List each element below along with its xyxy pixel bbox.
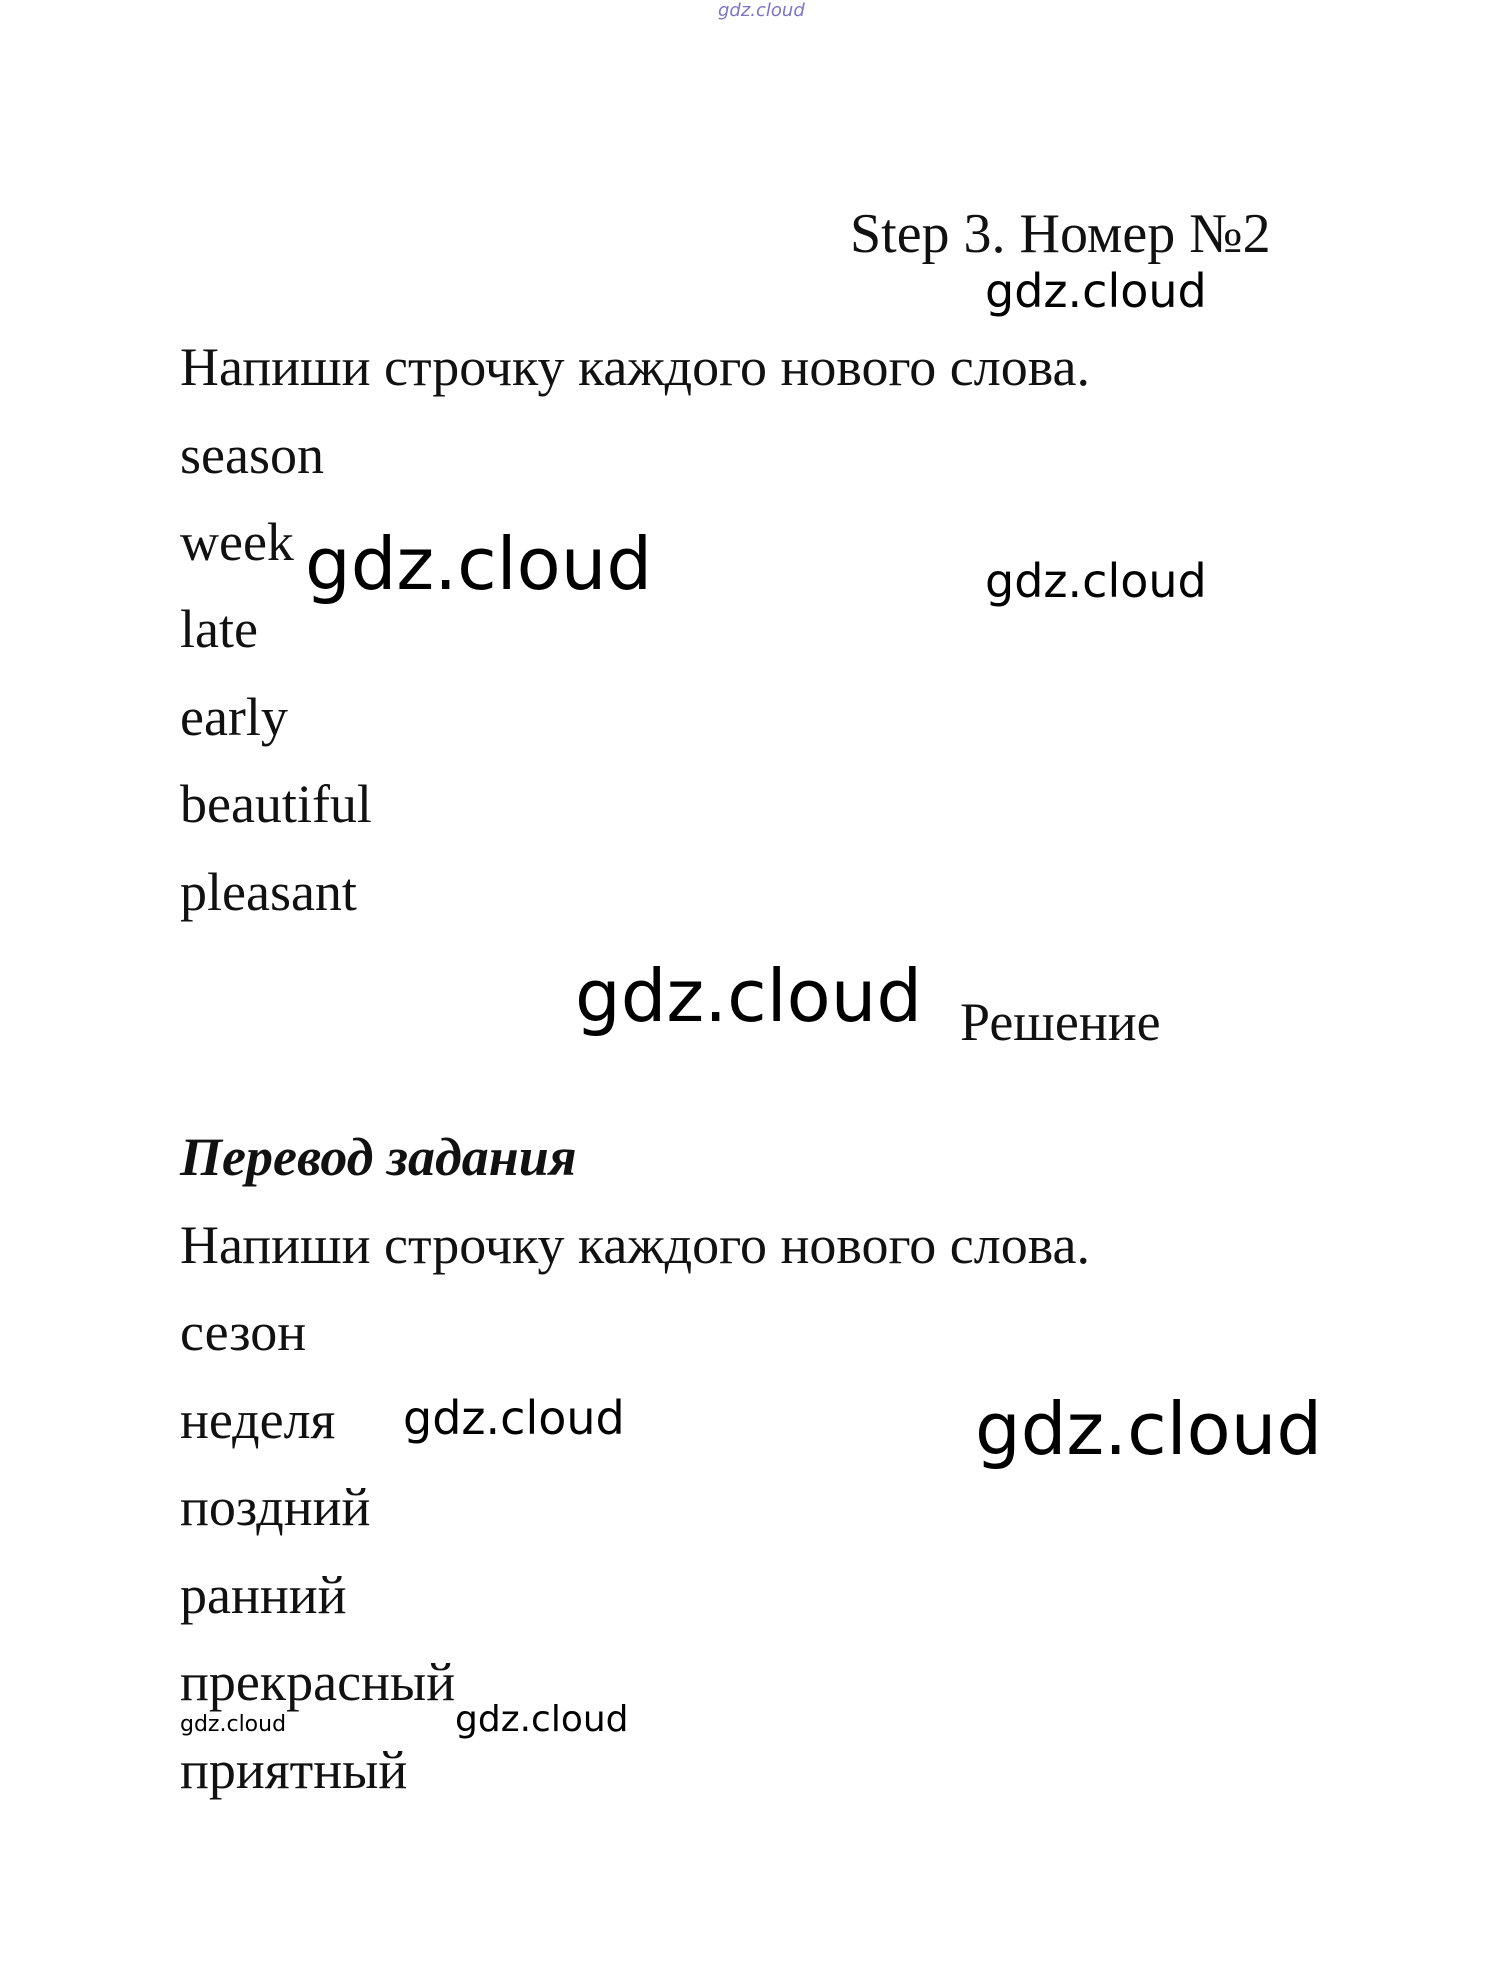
watermark: gdz.cloud	[985, 554, 1207, 608]
translated-word-item: ранний	[180, 1565, 347, 1625]
translated-word-item: прекрасный	[180, 1652, 456, 1712]
translation-instruction: Напиши строчку каждого нового слова.	[180, 1215, 1090, 1275]
translation-heading: Перевод задания	[180, 1127, 577, 1187]
watermark: gdz.cloud	[575, 954, 923, 1038]
word-item: pleasant	[180, 862, 357, 922]
solution-label: Решение	[960, 992, 1161, 1052]
word-item: late	[180, 599, 258, 659]
watermark: gdz.cloud	[305, 522, 653, 606]
watermark: gdz.cloud	[180, 1712, 287, 1737]
watermark: gdz.cloud	[975, 1387, 1323, 1471]
watermark: gdz.cloud	[985, 264, 1207, 318]
word-item: beautiful	[180, 774, 372, 834]
page-title: Step 3. Номер №2	[850, 203, 1271, 265]
word-item: early	[180, 687, 288, 747]
translated-word-item: неделя	[180, 1390, 336, 1450]
watermark: gdz.cloud	[403, 1391, 625, 1445]
translated-word-item: сезон	[180, 1302, 307, 1362]
word-item: week	[180, 512, 294, 572]
watermark-top: gdz.cloud	[718, 0, 805, 21]
word-item: season	[180, 425, 324, 485]
task-instruction: Напиши строчку каждого нового слова.	[180, 337, 1090, 397]
watermark: gdz.cloud	[455, 1699, 629, 1740]
translated-word-item: приятный	[180, 1740, 408, 1800]
translated-word-item: поздний	[180, 1477, 371, 1537]
